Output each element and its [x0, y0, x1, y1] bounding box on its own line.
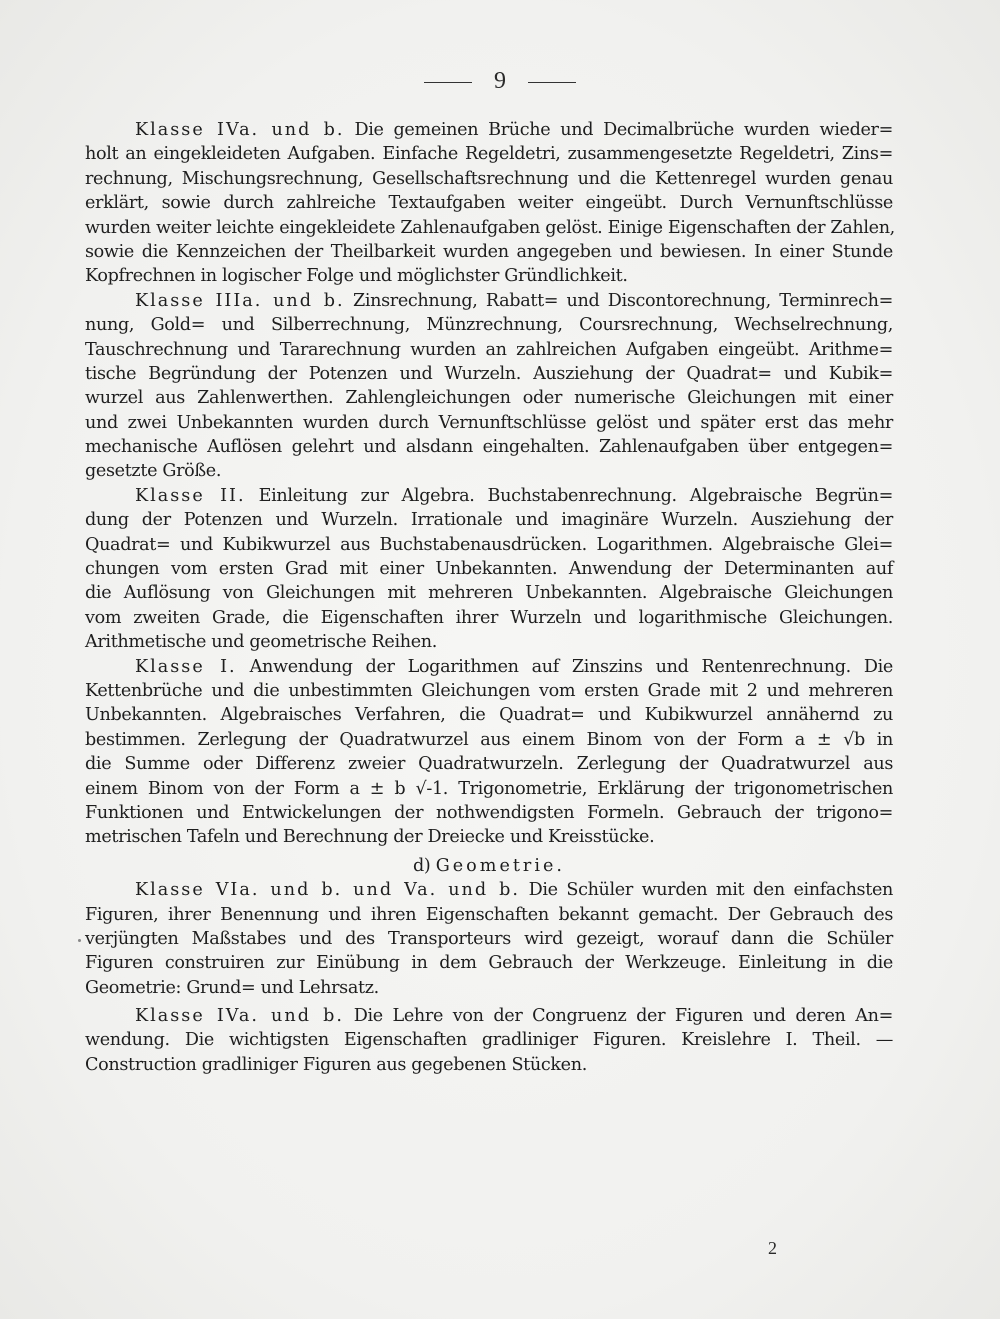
text-line — [85, 878, 893, 902]
header-rule-right — [528, 82, 576, 83]
paper-speck — [78, 939, 81, 942]
line-text: Zinsrechnung, Rabatt= und Discontorechnung, Terminrech= — [352, 290, 893, 311]
text-line: bestimmen. Zerlegung der Quadratwurzel aus einem Binom von der Form a ± √b in — [85, 729, 893, 750]
text-line: tische Begründung der Potenzen und Wurzeln. Ausziehung der Quadrat= und Kubik= — [85, 363, 893, 384]
text-line: Arithmetische und geometrische Reihen. — [85, 632, 438, 653]
text-line: gesetzte Größe. — [85, 461, 222, 482]
text-line: Kopfrechnen in logischer Folge und möglichster Gründlichkeit. — [85, 266, 628, 287]
printer-signature-mark: 2 — [768, 1238, 777, 1258]
section-title: Geometrie. — [435, 855, 565, 876]
text-line: wurden weiter leichte eingekleidete Zahlenaufgaben gelöst. Einige Eigenschaften der Zahlen, — [85, 217, 895, 238]
text-line: die Auflösung von Gleichungen mit mehreren Unbekannten. Algebraische Gleichungen — [85, 583, 893, 604]
text-line: mechanische Auflösen gelehrt und alsdann eingehalten. Zahlenaufgaben über entgegen= — [85, 437, 893, 458]
document-body — [85, 118, 893, 1077]
line-text: Die Lehre von der Congruenz der Figuren und deren An= — [353, 1006, 893, 1027]
class-label: Klasse I. — [135, 656, 237, 677]
text-line: Unbekannten. Algebraisches Verfahren, die Quadrat= und Kubikwurzel annähernd zu — [85, 705, 893, 726]
paragraph-arithmetic-klasse-i — [85, 655, 893, 850]
text-line: Geometrie: Grund= und Lehrsatz. — [85, 977, 379, 998]
text-line: einem Binom von der Form a ± b √-1. Trigonometrie, Erklärung der trigonometrischen — [85, 778, 893, 799]
text-line: Construction gradliniger Figuren aus gegebenen Stücken. — [85, 1054, 587, 1075]
line-text: Anwendung der Logarithmen auf Zinszins und Rentenrechnung. Die — [249, 656, 893, 677]
text-line: sowie die Kennzeichen der Theilbarkeit wurden angegeben und bewiesen. In einer Stunde — [85, 241, 893, 262]
text-line — [85, 655, 893, 679]
text-line: holt an eingekleideten Aufgaben. Einfache Regeldetri, zusammengesetzte Regeldetri, Zins= — [85, 144, 893, 165]
text-line: Quadrat= und Kubikwurzel aus Buchstabenausdrücken. Logarithmen. Algebraische Glei= — [85, 534, 893, 555]
class-label: Klasse IVa. und b. — [135, 120, 345, 140]
page-number: 9 — [494, 68, 506, 94]
text-line: vom zweiten Grade, die Eigenschaften ihrer Wurzeln und logarithmische Gleichungen. — [85, 607, 893, 628]
section-heading-geometry — [85, 854, 893, 878]
text-line — [85, 484, 893, 508]
text-line: die Summe oder Differenz zweier Quadratwurzeln. Zerlegung der Quadratwurzel aus — [85, 754, 893, 775]
text-line — [85, 1004, 893, 1028]
text-line: verjüngten Maßstabes und des Transporteurs wird gezeigt, worauf dann die Schüler — [85, 928, 893, 949]
line-text: Die Schüler wurden mit den einfachsten — [528, 880, 893, 901]
paragraph-geometry-klasse-vi-v — [85, 878, 893, 1000]
text-line: und zwei Unbekannten wurden durch Vernunftschlüsse gelöst und später erst das mehr — [85, 412, 893, 433]
text-line: rechnung, Mischungsrechnung, Gesellschaftsrechnung und die Kettenregel wurden genau — [85, 168, 893, 189]
text-line — [85, 289, 893, 313]
class-label: Klasse IIIa. und b. — [135, 290, 345, 311]
text-line: erklärt, sowie durch zahlreiche Textaufgaben weiter eingeübt. Durch Vernunftschlüsse — [85, 193, 893, 214]
paragraph-arithmetic-klasse-ii — [85, 484, 893, 655]
text-line: dung der Potenzen und Wurzeln. Irrationale und imaginäre Wurzeln. Ausziehung der — [85, 510, 893, 531]
paragraph-arithmetic-klasse-iii — [85, 289, 893, 484]
text-line — [85, 118, 893, 142]
text-line: wendung. Die wichtigsten Eigenschaften gradliniger Figuren. Kreislehre I. Theil. — — [85, 1030, 893, 1051]
text-line: Figuren construiren zur Einübung in dem Gebrauch der Werkzeuge. Einleitung in die — [85, 953, 893, 974]
class-label: Klasse IVa. und b. — [135, 1006, 344, 1027]
line-text: Einleitung zur Algebra. Buchstabenrechnung. Algebraische Begrün= — [258, 485, 893, 506]
paragraph-geometry-klasse-iv — [85, 1004, 893, 1077]
text-line: Figuren, ihrer Benennung und ihren Eigenschaften bekannt gemacht. Der Gebrauch des — [85, 904, 893, 925]
text-line: chungen vom ersten Grad mit einer Unbekannten. Anwendung der Determinanten auf — [85, 559, 893, 580]
text-line: Tauschrechnung und Tararechnung wurden an zahlreichen Aufgaben eingeübt. Arithme= — [85, 339, 893, 360]
text-line: nung, Gold= und Silberrechnung, Münzrechnung, Coursrechnung, Wechselrechnung, — [85, 315, 893, 336]
section-prefix: d) — [413, 855, 431, 876]
class-label: Klasse VIa. und b. und Va. und b. — [135, 880, 520, 901]
text-line: Funktionen und Entwickelungen der nothwendigsten Formeln. Gebrauch der trigono= — [85, 802, 893, 823]
text-line: wurzel aus Zahlenwerthen. Zahlengleichungen oder numerische Gleichungen mit einer — [85, 388, 893, 409]
class-label: Klasse II. — [135, 485, 246, 506]
page-header — [0, 68, 1000, 95]
text-line: Kettenbrüche und die unbestimmten Gleichungen vom ersten Grade mit 2 und mehreren — [85, 680, 893, 701]
text-line: metrischen Tafeln und Berechnung der Dreiecke und Kreisstücke. — [85, 827, 655, 848]
paragraph-arithmetic-klasse-iv — [85, 118, 893, 289]
header-rule-left — [424, 82, 472, 83]
line-text: Die gemeinen Brüche und Decimalbrüche wurden wieder= — [354, 120, 893, 140]
